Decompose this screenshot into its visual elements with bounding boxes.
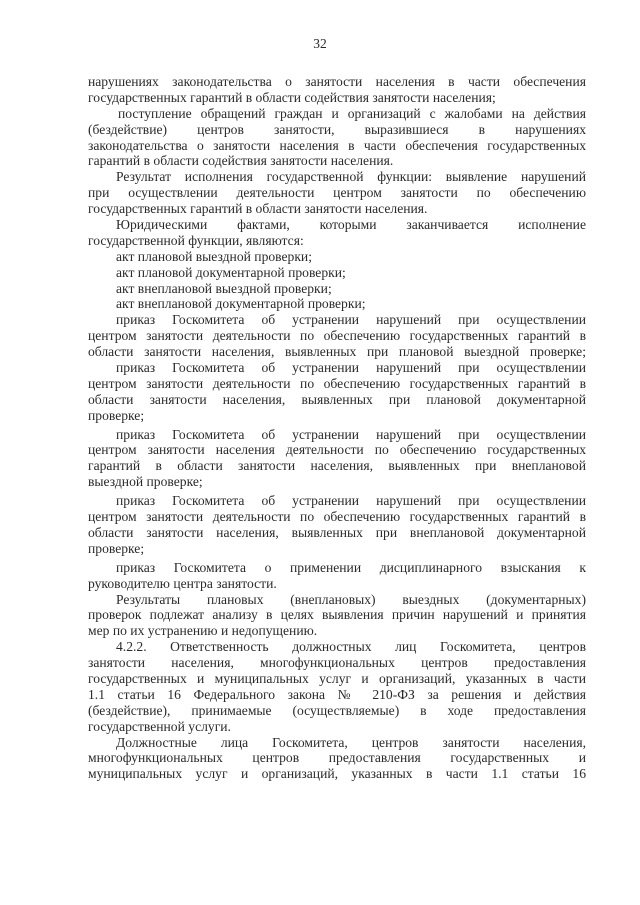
text-line: многофункциональных центров предоставления государственных и bbox=[88, 750, 586, 766]
text-line: акт плановой документарной проверки; bbox=[116, 264, 346, 280]
text-line: Должностные лица Госкомитета, центров занятости населения, bbox=[116, 734, 586, 750]
text-line: проверок подлежат анализу в целях выявления причин нарушений и принятия bbox=[88, 607, 586, 623]
text-line: 4.2.2. Ответственность должностных лиц Госкомитета, центров bbox=[116, 639, 586, 655]
document-body bbox=[88, 74, 586, 782]
text-line: приказ Госкомитета об устранении нарушений при осуществлении bbox=[116, 360, 586, 376]
text-line: мер по их устранению и недопущению. bbox=[88, 623, 318, 639]
text-line: государственной функции, являются: bbox=[88, 232, 304, 248]
text-line: приказ Госкомитета об устранении нарушений при осуществлении bbox=[116, 426, 586, 442]
text-line: при осуществлении деятельности центром занятости по обеспечению bbox=[88, 185, 586, 201]
text-line: гарантий в области содействия занятости населения. bbox=[88, 153, 394, 169]
text-line: выездной проверке; bbox=[88, 474, 203, 490]
text-line: приказ Госкомитета об устранении нарушений при осуществлении bbox=[116, 312, 586, 328]
text-line: приказ Госкомитета об устранении нарушений при осуществлении bbox=[116, 493, 586, 509]
text-line: акт плановой выездной проверки; bbox=[116, 248, 312, 264]
text-line: нарушениях законодательства о занятости населения в части обеспечения bbox=[88, 74, 586, 89]
text-line: области занятости населения, выявленных при плановой выездной проверке; bbox=[88, 344, 586, 360]
text-line: центром занятости деятельности по обеспечению государственных гарантий в bbox=[88, 328, 586, 344]
text-line: государственных гарантий в области содействия занятости населения; bbox=[88, 89, 496, 105]
text-line: проверке; bbox=[88, 540, 145, 556]
text-line: Результат исполнения государственной функции: выявление нарушений bbox=[116, 169, 586, 185]
text-line: приказ Госкомитета о применении дисциплинарного взыскания к bbox=[116, 559, 586, 575]
text-line: муниципальных услуг и организаций, указанных в части 1.1 статьи 16 bbox=[88, 766, 586, 782]
text-line: акт внеплановой выездной проверки; bbox=[116, 280, 332, 296]
text-line: руководителю центра занятости. bbox=[88, 575, 277, 591]
text-line: Юридическими фактами, которыми заканчивается исполнение bbox=[116, 217, 586, 233]
text-line: государственной услуги. bbox=[88, 718, 231, 734]
text-line: законодательства о занятости населения в части обеспечения государственных bbox=[88, 137, 586, 153]
text-line: акт внеплановой документарной проверки; bbox=[116, 296, 366, 312]
text-line: занятости населения, многофункциональных центров предоставления bbox=[88, 655, 586, 671]
text-line: центром занятости деятельности по обеспечению государственных гарантий в bbox=[88, 509, 586, 525]
text-line: (бездействие), принимаемые (осуществляемые) в ходе предоставления bbox=[88, 702, 586, 718]
text-line: гарантий в области занятости населения, выявленных при внеплановой bbox=[88, 458, 586, 474]
text-line: (бездействие) центров занятости, выразившиеся в нарушениях bbox=[88, 121, 586, 137]
text-line: Результаты плановых (внеплановых) выездных (документарных) bbox=[116, 591, 586, 607]
text-line: государственных и муниципальных услуг и организаций, указанных в части bbox=[88, 670, 586, 686]
text-line: области занятости населения, выявленных при плановой документарной bbox=[88, 391, 586, 407]
text-line: области занятости населения, выявленных при внеплановой документарной bbox=[88, 524, 586, 540]
text-line: проверке; bbox=[88, 407, 145, 423]
text-line: центром занятости деятельности по обеспечению государственных гарантий в bbox=[88, 375, 586, 391]
text-line: государственных гарантий в области занятости населения. bbox=[88, 201, 428, 217]
text-line: 1.1 статьи 16 Федерального закона № 210-ФЗ за решения и действия bbox=[88, 686, 586, 702]
text-line: центром занятости населения деятельности по обеспечению государственных bbox=[88, 442, 586, 458]
page-number: 32 bbox=[313, 36, 327, 51]
text-line: поступление обращений граждан и организаций с жалобами на действия bbox=[118, 105, 586, 121]
